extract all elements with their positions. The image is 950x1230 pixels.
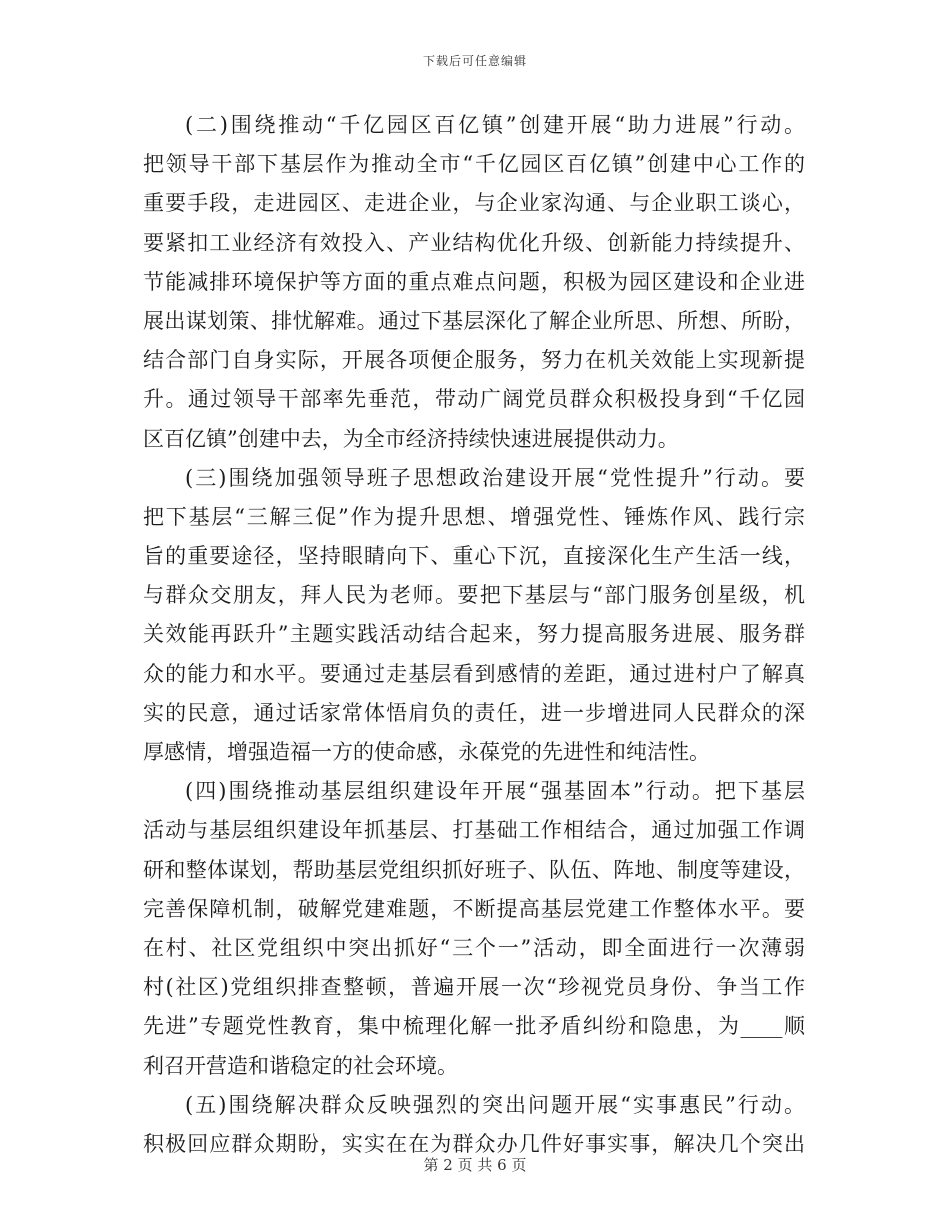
paragraph-first-line: (二)围绕推动“千亿园区百亿镇”创建开展“助力进展”行动。 <box>185 113 805 137</box>
body-text <box>143 106 805 1164</box>
text-line: 先进”专题党性教育，集中梳理化解一批矛盾纠纷和隐患，为____顺 <box>143 1014 805 1039</box>
text-line: 众的能力和水平。要通过走基层看到感情的差距，通过进村户了解真 <box>143 661 805 686</box>
page-header: 下载后可任意编辑 <box>422 54 527 68</box>
text-line: 把领导干部下基层作为推动全市“千亿园区百亿镇”创建中心工作的 <box>143 152 805 177</box>
text-line: 积极回应群众期盼，实实在在为群众办几件好事实事，解决几个突出 <box>143 1131 805 1156</box>
text-line: 重要手段，走进园区、走进企业，与企业家沟通、与企业职工谈心， <box>143 191 805 216</box>
paragraph-first-line: (三)围绕加强领导班子思想政治建设开展“党性提升”行动。要 <box>185 465 805 490</box>
text-line: 把下基层“三解三促”作为提升思想、增强党性、锤炼作风、践行宗 <box>143 504 805 529</box>
paragraph-first-line: (五)围绕解决群众反映强烈的突出问题开展“实事惠民”行动。 <box>185 1092 805 1117</box>
text-line: 完善保障机制，破解党建难题，不断提高基层党建工作整体水平。要 <box>143 896 805 921</box>
text-line: 升。通过领导干部率先垂范，带动广阔党员群众积极投身到“千亿园 <box>143 387 805 412</box>
text-line: 活动与基层组织建设年抓基层、打基础工作相结合，通过加强工作调 <box>143 818 805 843</box>
paragraph-first-line: (四)围绕推动基层组织建设年开展“强基固本”行动。把下基层 <box>185 779 805 804</box>
text-line: 区百亿镇”创建中去，为全市经济持续快速进展提供动力。 <box>143 426 679 451</box>
text-line: 结合部门自身实际，开展各项便企服务，努力在机关效能上实现新提 <box>143 348 805 373</box>
text-line: 厚感情，增强造福一方的使命感，永葆党的先进性和纯洁性。 <box>143 740 710 764</box>
text-line: 要紧扣工业经济有效投入、产业结构优化升级、创新能力持续提升、 <box>143 230 805 255</box>
text-line: 利召开营造和谐稳定的社会环境。 <box>143 1053 458 1078</box>
text-line: 与群众交朋友，拜人民为老师。要把下基层与“部门服务创星级，机 <box>143 583 805 608</box>
text-line: 实的民意，通过话家常体悟肩负的责任，进一步增进同人民群众的深 <box>143 700 805 725</box>
text-line: 研和整体谋划，帮助基层党组织抓好班子、队伍、阵地、制度等建设， <box>143 857 805 882</box>
page-footer: 第 2 页 共 6 页 <box>423 1156 527 1174</box>
text-line: 展出谋划策、排忧解难。通过下基层深化了解企业所思、所想、所盼， <box>143 308 805 333</box>
text-line: 在村、社区党组织中突出抓好“三个一”活动，即全面进行一次薄弱 <box>143 935 805 960</box>
text-line: 节能减排环境保护等方面的重点难点问题，积极为园区建设和企业进 <box>143 269 805 294</box>
text-line: 村(社区)党组织排查整顿，普遍开展一次“珍视党员身份、争当工作 <box>143 975 805 1000</box>
text-line: 旨的重要途径，坚持眼睛向下、重心下沉，直接深化生产生活一线， <box>143 544 805 569</box>
text-line: 关效能再跃升”主题实践活动结合起来，努力提高服务进展、服务群 <box>143 622 805 647</box>
